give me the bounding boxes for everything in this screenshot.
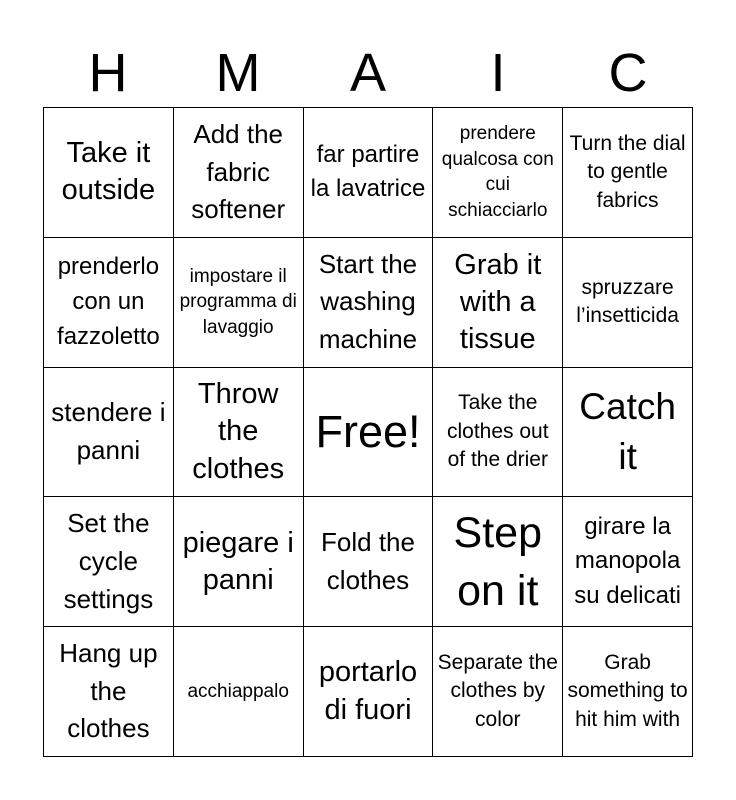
bingo-cell[interactable] (433, 238, 563, 368)
header-letter-3: A (349, 43, 387, 103)
header-letter-4: I (490, 43, 506, 103)
bingo-cell[interactable] (563, 497, 693, 627)
cell-text: Throw the clothes (192, 378, 285, 485)
cell-text: Start the washing machine (318, 248, 418, 355)
bingo-cell[interactable] (174, 108, 304, 238)
bingo-cell[interactable] (563, 627, 693, 757)
bingo-cell[interactable] (44, 108, 174, 238)
header-letter-1: H (88, 43, 128, 103)
free-space[interactable] (304, 368, 434, 498)
bingo-cell[interactable] (433, 368, 563, 498)
cell-text: Step on it (453, 508, 543, 615)
bingo-cell[interactable] (433, 497, 563, 627)
cell-text: Catch it (579, 386, 676, 477)
bingo-cell[interactable] (304, 497, 434, 627)
free-space-label: Free! (315, 406, 421, 458)
bingo-cell[interactable] (44, 238, 174, 368)
bingo-cell[interactable] (304, 108, 434, 238)
bingo-cell[interactable] (44, 627, 174, 757)
cell-text: Take it outside (61, 137, 156, 207)
bingo-cell[interactable] (563, 238, 693, 368)
bingo-cell[interactable] (304, 627, 434, 757)
cell-text: portarlo di fuori (318, 656, 418, 726)
cell-text: Grab it with a tissue (454, 248, 542, 355)
cell-text: Set the cycle settings (63, 508, 154, 614)
bingo-cell[interactable] (563, 368, 693, 498)
header-letter-5: C (608, 43, 648, 103)
bingo-cell[interactable] (174, 368, 304, 498)
bingo-cell[interactable] (174, 497, 304, 627)
cell-text: Fold the clothes (321, 527, 415, 595)
bingo-header (43, 40, 693, 106)
bingo-cell[interactable] (563, 108, 693, 238)
bingo-cell[interactable] (433, 627, 563, 757)
cell-text: stendere i panni (51, 397, 166, 465)
cell-text: Separate the clothes by color (437, 651, 558, 731)
bingo-cell[interactable] (304, 238, 434, 368)
bingo-cell[interactable] (174, 627, 304, 757)
cell-text: piegare i panni (182, 526, 294, 596)
cell-text: far partire la lavatrice (310, 140, 426, 203)
cell-text: prendere qualcosa con cui schiacciarlo (441, 123, 554, 222)
cell-text: Take the clothes out of the drier (447, 391, 549, 472)
cell-text: girare la manopola su delicati (574, 512, 681, 610)
bingo-cell[interactable] (44, 497, 174, 627)
header-letter-2: M (215, 43, 261, 103)
cell-text: acchiappalo (187, 680, 289, 702)
bingo-cell[interactable] (44, 368, 174, 498)
bingo-cell[interactable] (433, 108, 563, 238)
cell-text: Grab something to hit him with (567, 651, 688, 731)
cell-text: Add the fabric softener (191, 118, 286, 225)
cell-text: prenderlo con un fazzoletto (57, 253, 160, 350)
cell-text: spruzzare l’insetticida (576, 275, 679, 328)
cell-text: Hang up the clothes (59, 638, 158, 744)
cell-text: Turn the dial to gentle fabrics (569, 131, 686, 212)
bingo-grid (43, 107, 693, 757)
cell-text: impostare il programma di lavaggio (179, 265, 297, 339)
bingo-cell[interactable] (174, 238, 304, 368)
